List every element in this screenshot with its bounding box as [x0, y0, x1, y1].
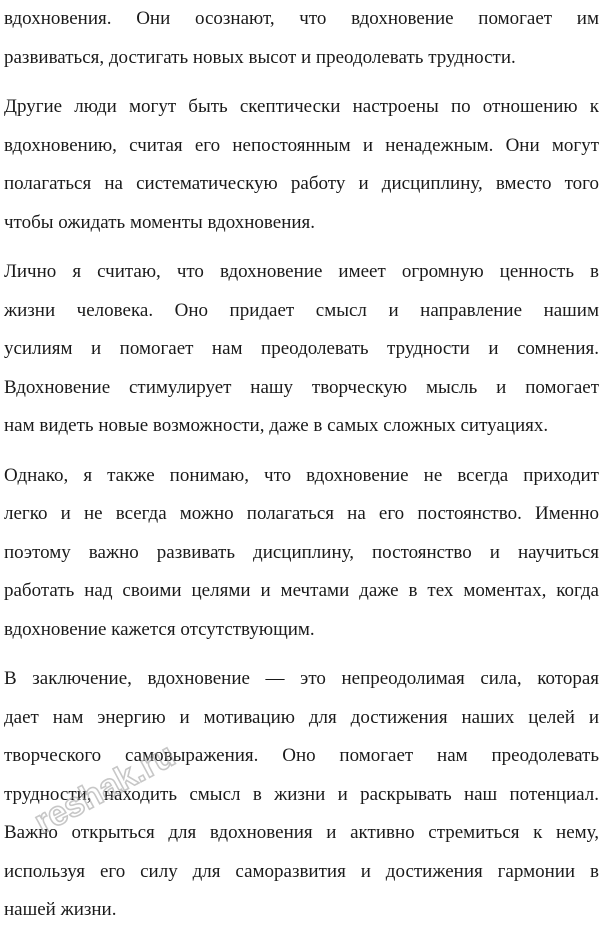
document-page: [4, 0, 599, 930]
text-line: развиваться, достигать новых высот и преодолевать трудности.: [4, 46, 516, 68]
text-line: вдохновения. Они осознают, что вдохновение помогает им: [4, 8, 599, 29]
text-line: вдохновение кажется отсутствующим.: [4, 618, 315, 640]
text-line: трудности, находить смысл в жизни и раскрывать наш потенциал.: [4, 783, 599, 805]
paragraph-4: [4, 457, 599, 650]
text-line: полагаться на систематическую работу и дисциплину, вместо того: [4, 173, 599, 194]
text-line: легко и не всегда можно полагаться на его постоянство. Именно: [4, 503, 599, 524]
text-line: жизни человека. Оно придает смысл и направление нашим: [4, 299, 599, 321]
text-line: Вдохновение стимулирует нашу творческую мысль и помогает: [4, 376, 599, 398]
text-line: вдохновению, считая его непостоянным и ненадежным. Они могут: [4, 134, 599, 156]
text-line: Важно открыться для вдохновения и активно стремиться к нему,: [4, 822, 599, 843]
text-line: Лично я считаю, что вдохновение имеет огромную ценность в: [4, 261, 599, 282]
text-line: Другие люди могут быть скептически настроены по отношению к: [4, 96, 599, 117]
text-line: используя его силу для саморазвития и достижения гармонии в: [4, 860, 599, 882]
text-line: дает нам энергию и мотивацию для достижения наших целей и: [4, 706, 599, 728]
text-line: поэтому важно развивать дисциплину, постоянство и научиться: [4, 541, 599, 563]
text-line: Однако, я также понимаю, что вдохновение не всегда приходит: [4, 464, 599, 486]
paragraph-3: [4, 253, 599, 446]
paragraph-5: [4, 660, 599, 930]
text-line: нашей жизни.: [4, 899, 117, 920]
text-line: творческого самовыражения. Оно помогает нам преодолевать: [4, 745, 599, 766]
text-line: В заключение, вдохновение — это непреодолимая сила, которая: [4, 668, 599, 689]
watermark-text: reshak.ru: [28, 735, 182, 842]
text-line: работать над своими целями и мечтами даже в тех моментах, когда: [4, 580, 599, 601]
text-line: чтобы ожидать моменты вдохновения.: [4, 211, 316, 233]
paragraph-1: [4, 0, 599, 77]
text-line: нам видеть новые возможности, даже в самых сложных ситуациях.: [4, 415, 549, 436]
text-line: усилиям и помогает нам преодолевать трудности и сомнения.: [4, 338, 599, 359]
paragraph-2: [4, 88, 599, 242]
